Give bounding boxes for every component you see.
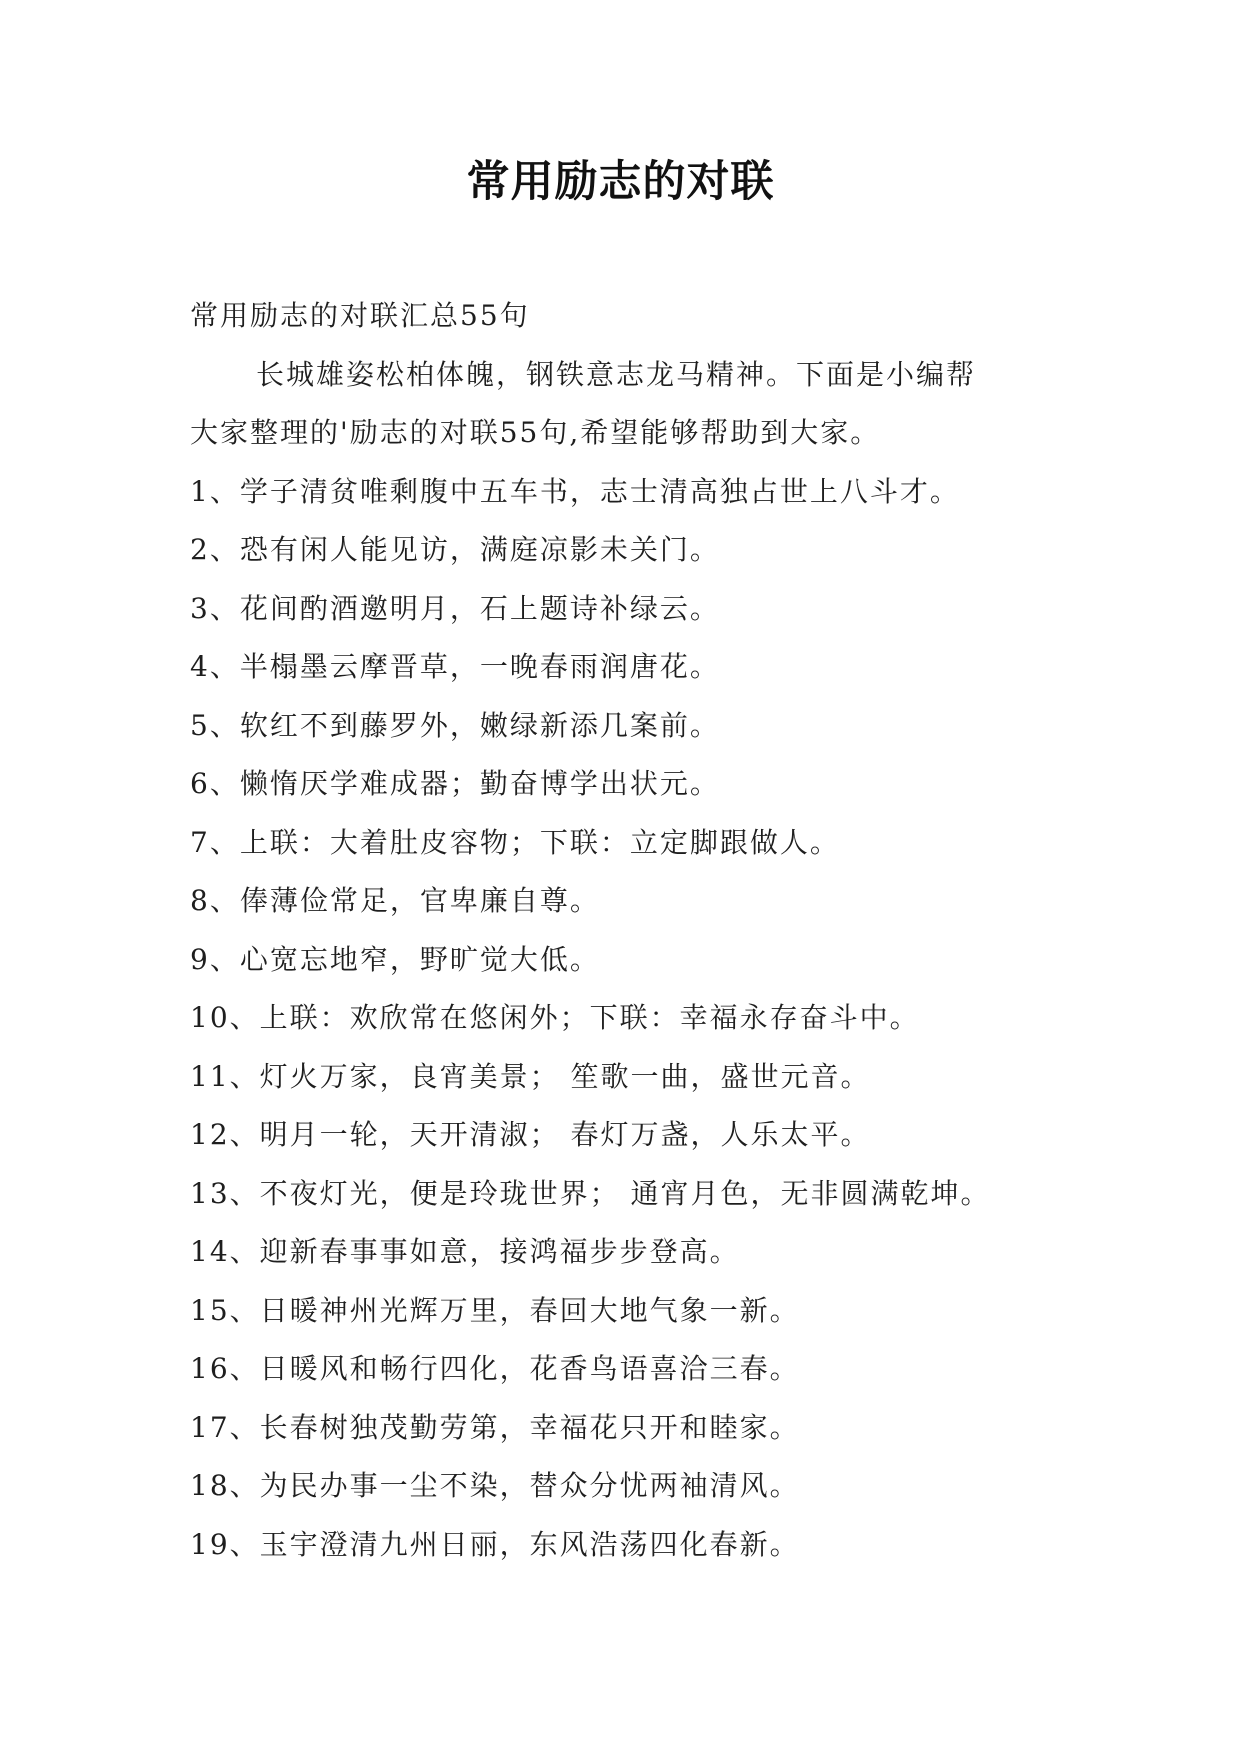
couplet-item: 19、玉宇澄清九州日丽，东风浩荡四化春新。 — [190, 1527, 800, 1561]
couplet-item: 9、心宽忘地窄，野旷觉大低。 — [190, 942, 600, 976]
couplet-item: 16、日暖风和畅行四化，花香鸟语喜洽三春。 — [190, 1352, 800, 1385]
couplet-item: 14、迎新春事事如意，接鸿福步步登高。 — [190, 1235, 740, 1268]
couplet-item: 18、为民办事一尘不染，替众分忧两袖清风。 — [190, 1469, 800, 1502]
document-body — [190, 287, 1090, 1574]
couplet-item: 15、日暖神州光辉万里，春回大地气象一新。 — [190, 1293, 800, 1327]
document-title: 常用励志的对联 — [466, 157, 775, 207]
couplet-item: 13、不夜灯光，便是玲珑世界； 通宵月色，无非圆满乾坤。 — [190, 1176, 991, 1210]
document-subtitle: 常用励志的对联汇总55句 — [190, 299, 530, 332]
intro-line-1: 长城雄姿松柏体魄，钢铁意志龙马精神。下面是小编帮 — [256, 357, 977, 391]
couplet-item: 17、长春树独茂勤劳第，幸福花只开和睦家。 — [190, 1410, 800, 1444]
couplet-item: 3、花间酌酒邀明月，石上题诗补绿云。 — [190, 591, 720, 625]
couplet-item: 1、学子清贫唯剩腹中五车书，志士清高独占世上八斗才。 — [190, 474, 960, 508]
intro-line-2: 大家整理的'励志的对联55句,希望能够帮助到大家。 — [190, 416, 881, 449]
couplet-item: 10、上联：欢欣常在悠闲外；下联：幸福永存奋斗中。 — [190, 1001, 920, 1034]
couplet-item: 12、明月一轮，天开清淑； 春灯万盏，人乐太平。 — [190, 1118, 871, 1151]
couplet-item: 6、懒惰厌学难成器；勤奋博学出状元。 — [190, 767, 720, 800]
couplet-item: 4、半榻墨云摩晋草，一晚春雨润唐花。 — [190, 650, 720, 683]
couplet-item: 5、软红不到藤罗外，嫩绿新添几案前。 — [190, 708, 720, 742]
couplet-item: 2、恐有闲人能见访，满庭凉影未关门。 — [190, 533, 720, 566]
couplet-item: 11、灯火万家，良宵美景； 笙歌一曲，盛世元音。 — [190, 1059, 871, 1093]
couplet-item: 7、上联：大着肚皮容物；下联：立定脚跟做人。 — [190, 825, 840, 859]
couplet-item: 8、俸薄俭常足，官卑廉自尊。 — [190, 884, 600, 917]
